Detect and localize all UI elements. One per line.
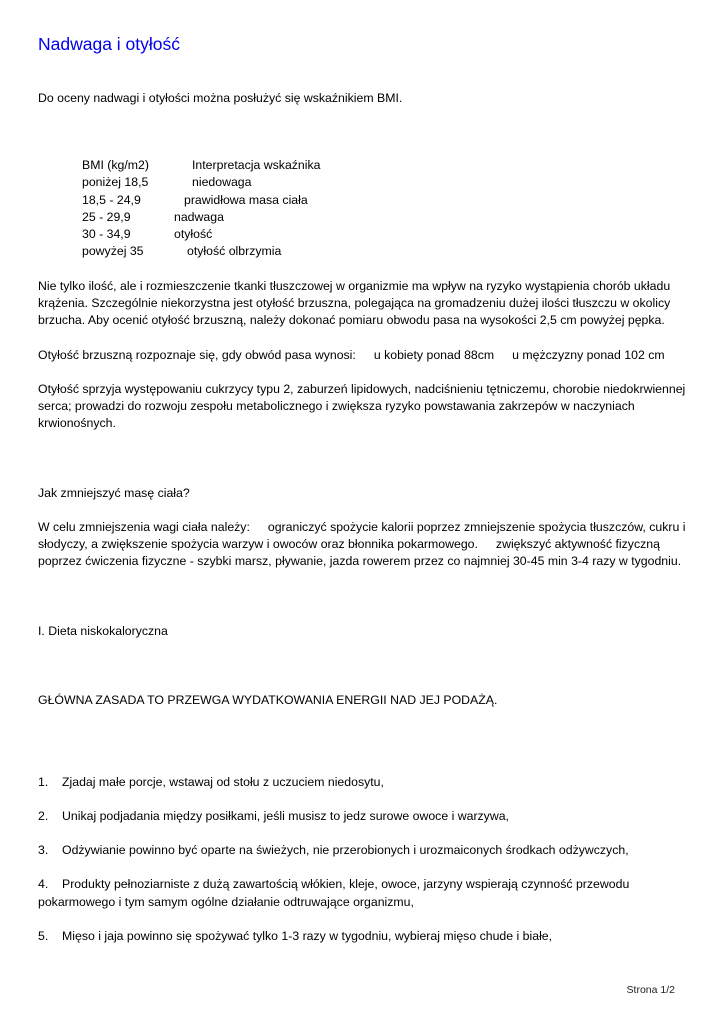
list-item	[38, 842, 690, 859]
list-text: Produkty pełnoziarniste z dużą zawartością włókien, kleje, owoce, jarzyny wspierają czynność przewodu pokarmowego i tym samym ogólne działanie odtruwające organizmu,	[38, 877, 630, 909]
question-heading: Jak zmniejszyć masę ciała?	[38, 486, 190, 500]
bmi-range: poniżej 18,5	[82, 175, 149, 190]
bmi-header: BMI (kg/m2)	[82, 158, 149, 172]
waist-lead: Otyłość brzuszną rozpoznaje się, gdy obwód pasa wynosi:	[38, 348, 356, 362]
list-number: 5.	[38, 929, 49, 944]
list-number: 4.	[38, 877, 49, 892]
bmi-interpretation: otyłość olbrzymia	[187, 244, 282, 259]
list-item	[38, 876, 690, 910]
waist-women: u kobiety ponad 88cm	[373, 348, 495, 362]
page-number: Strona 1/2	[626, 984, 675, 996]
page-title: Nadwaga i otyłość	[38, 34, 181, 54]
interpretation-header: Interpretacja wskaźnika	[192, 158, 321, 172]
bmi-range: powyżej 35	[82, 244, 144, 259]
risk-paragraph: Otyłość sprzyja występowaniu cukrzycy typu 2, zaburzeń lipidowych, nadciśnieniu tętniczemu, chorobie niedokrwiennej serca; prowadzi do rozwoju zespołu metabolicznego i zwiększa ryzyko powstawania zakrzepów w naczyniach krwionośnych.	[38, 382, 686, 431]
list-item	[38, 928, 690, 945]
bmi-row	[82, 209, 402, 226]
bmi-interpretation: otyłość	[174, 227, 213, 242]
main-principle: GŁÓWNA ZASADA TO PRZEWGA WYDATKOWANIA ENERGII NAD JEJ PODAŻĄ.	[38, 693, 498, 707]
list-number: 1.	[38, 775, 49, 790]
list-number: 2.	[38, 809, 49, 824]
waist-criteria	[38, 347, 690, 364]
bmi-row	[82, 192, 402, 209]
list-item	[38, 808, 690, 825]
list-text: Unikaj podjadania między posiłkami, jeśli musisz to jedz surowe owoce i warzywa,	[62, 809, 509, 824]
abdominal-fat-paragraph: Nie tylko ilość, ale i rozmieszczenie tkanki tłuszczowej w organizmie ma wpływ na ryzyko wystąpienia chorób układu krążenia. Szczególnie niekorzystna jest otyłość brzuszna, polegająca na gromadzeniu dużej ilości tłuszczu w okolicy brzucha. Aby ocenić otyłość brzuszną, należy dokonać pomiaru obwodu pasa na wysokości 2,5 cm powyżej pępka.	[38, 279, 671, 328]
list-text: Zjadaj małe porcje, wstawaj od stołu z uczuciem niedosytu,	[62, 775, 384, 790]
bmi-row	[82, 243, 402, 260]
list-item	[38, 774, 690, 791]
bmi-interpretation: nadwaga	[174, 209, 224, 224]
list-text: Odżywianie powinno być oparte na świeżych, nie przerobionych i urozmaiconych środkach odżywczych,	[62, 843, 629, 858]
waist-men: u mężczyzny ponad 102 cm	[512, 348, 665, 362]
bmi-row	[82, 226, 402, 243]
bmi-interpretation: niedowaga	[192, 175, 252, 190]
bmi-interpretation: prawidłowa masa ciała	[184, 192, 308, 207]
weight-reduction-paragraph	[38, 519, 690, 571]
bmi-row	[82, 174, 402, 191]
bmi-range: 18,5 - 24,9	[82, 192, 141, 207]
reduce-point-2: zwiększyć aktywność fizyczną poprzez ćwiczenia fizyczne - szybki marsz, pływanie, jazda rowerem przez co najmniej 30-45 min 3-4 razy w tygodniu.	[38, 537, 682, 569]
reduce-point-1: ograniczyć spożycie kalorii poprzez zmniejszenie spożycia tłuszczów, cukru i słodyczy, a zwiększenie spożycia warzyw i owoców oraz błonnika pokarmowego.	[38, 520, 686, 552]
intro-paragraph: Do oceny nadwagi i otyłości można posłużyć się wskaźnikiem BMI.	[38, 91, 403, 105]
list-number: 3.	[38, 843, 49, 858]
section-heading: I. Dieta niskokaloryczna	[38, 624, 168, 638]
bmi-range: 25 - 29,9	[82, 209, 131, 224]
bmi-table	[82, 157, 402, 261]
bmi-table-header	[82, 157, 402, 174]
reduce-lead: W celu zmniejszenia wagi ciała należy:	[38, 520, 250, 534]
bmi-range: 30 - 34,9	[82, 227, 131, 242]
list-text: Mięso i jaja powinno się spożywać tylko 1-3 razy w tygodniu, wybieraj mięso chude i białe,	[62, 929, 553, 944]
